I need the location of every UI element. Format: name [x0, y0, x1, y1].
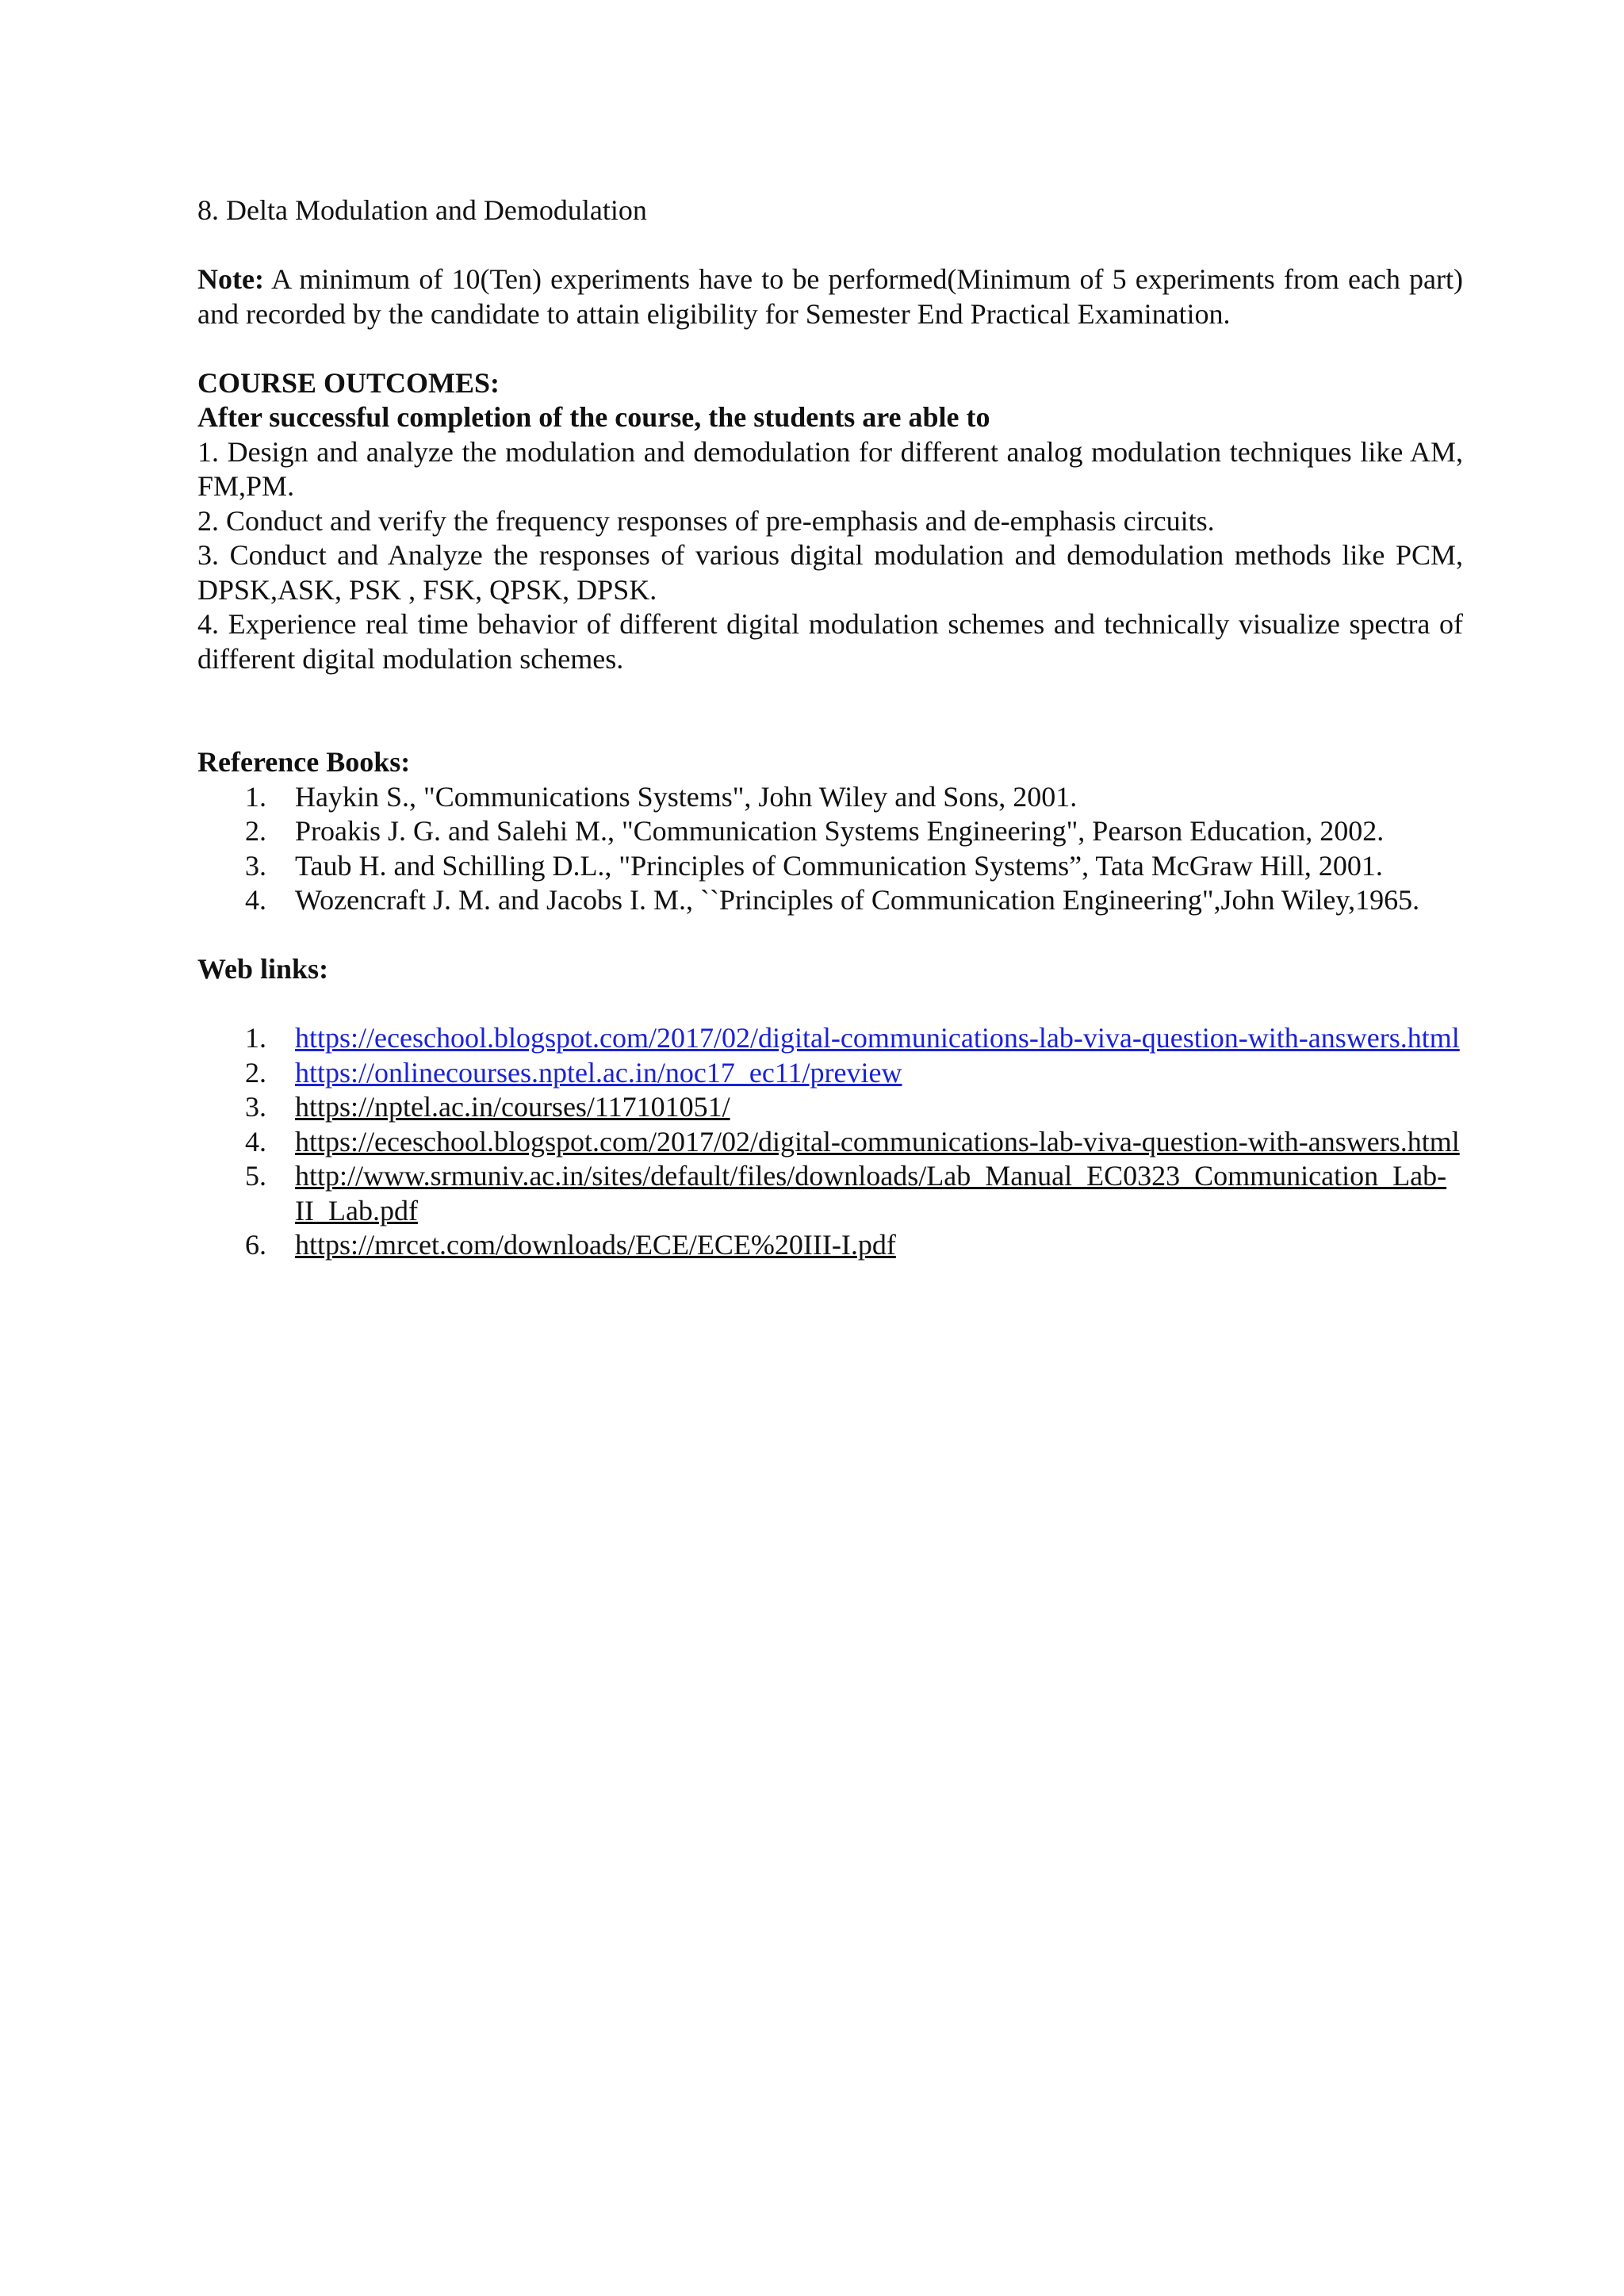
- spacer: [197, 228, 1463, 263]
- web-link-item: [197, 1090, 1463, 1125]
- reference-text: Proakis J. G. and Salehi M., "Communication Systems Engineering", Pearson Education, 2002.: [295, 815, 1385, 847]
- reference-item: [197, 849, 1463, 884]
- reference-text: Haykin S., "Communications Systems", John Wiley and Sons, 2001.: [295, 780, 1078, 813]
- web-link[interactable]: https://eceschool.blogspot.com/2017/02/digital-communications-lab-viva-question-with-answers.html: [295, 1022, 1460, 1054]
- web-link[interactable]: https://nptel.ac.in/courses/117101051/: [295, 1091, 730, 1123]
- reference-books-list: [197, 780, 1463, 918]
- outcome-item: 3. Conduct and Analyze the responses of various digital modulation and demodulation methods like PCM, DPSK,ASK, PSK , FSK, QPSK, DPSK.: [197, 539, 1463, 606]
- web-links-list: [197, 1021, 1463, 1263]
- web-link[interactable]: https://mrcet.com/downloads/ECE/ECE%20III-I.pdf: [295, 1229, 896, 1261]
- reference-item: [197, 883, 1463, 918]
- web-links-heading: Web links:: [197, 953, 329, 985]
- list-number: 3.: [245, 1091, 266, 1123]
- outcome-item: 2. Conduct and verify the frequency responses of pre-emphasis and de-emphasis circuits.: [197, 504, 1215, 537]
- course-outcomes-heading: COURSE OUTCOMES:: [197, 366, 500, 399]
- spacer: [197, 987, 1463, 1022]
- web-link[interactable]: http://www.srmuniv.ac.in/sites/default/files/downloads/Lab_Manual_EC0323_Communication_Lab-II_Lab.pdf: [295, 1160, 1447, 1226]
- web-link-item: [197, 1125, 1463, 1160]
- spacer: [197, 676, 1463, 745]
- reference-item: [197, 814, 1463, 849]
- web-link[interactable]: https://onlinecourses.nptel.ac.in/noc17_ec11/preview: [295, 1056, 902, 1089]
- web-link-item: [197, 1056, 1463, 1091]
- outcome-item: 1. Design and analyze the modulation and demodulation for different analog modulation techniques like AM, FM,PM.: [197, 435, 1463, 502]
- list-number: 5.: [245, 1160, 266, 1192]
- experiment-line: 8. Delta Modulation and Demodulation: [197, 194, 647, 226]
- web-link-item: [197, 1159, 1463, 1228]
- web-link[interactable]: https://eceschool.blogspot.com/2017/02/digital-communications-lab-viva-question-with-answers.html: [295, 1125, 1460, 1158]
- reference-item: [197, 780, 1463, 815]
- spacer: [197, 918, 1463, 953]
- list-number: 1.: [245, 1022, 266, 1054]
- reference-books-heading: Reference Books:: [197, 746, 411, 778]
- web-link-item: [197, 1021, 1463, 1056]
- web-link-item: [197, 1228, 1463, 1263]
- list-number: 1.: [245, 780, 266, 813]
- list-number: 4.: [245, 884, 266, 916]
- reference-text: Taub H. and Schilling D.L., "Principles of Communication Systems”, Tata McGraw Hill, 2001.: [295, 849, 1383, 882]
- outcome-item: 4. Experience real time behavior of different digital modulation schemes and technically visualize spectra of different digital modulation schemes.: [197, 608, 1463, 675]
- course-outcomes-subheading: After successful completion of the course, the students are able to: [197, 401, 990, 433]
- spacer: [197, 331, 1463, 366]
- note-label: Note:: [197, 263, 264, 295]
- list-number: 2.: [245, 815, 266, 847]
- note-paragraph: [197, 262, 1463, 331]
- list-number: 4.: [245, 1125, 266, 1158]
- list-number: 2.: [245, 1056, 266, 1089]
- page-content: [197, 193, 1463, 1263]
- list-number: 6.: [245, 1229, 266, 1261]
- reference-text: Wozencraft J. M. and Jacobs I. M., ``Principles of Communication Engineering",John Wiley,1965.: [295, 884, 1420, 916]
- note-text: A minimum of 10(Ten) experiments have to be performed(Minimum of 5 experiments from each part) and recorded by the candidate to attain eligibility for Semester End Practical Examination.: [197, 263, 1463, 330]
- list-number: 3.: [245, 849, 266, 882]
